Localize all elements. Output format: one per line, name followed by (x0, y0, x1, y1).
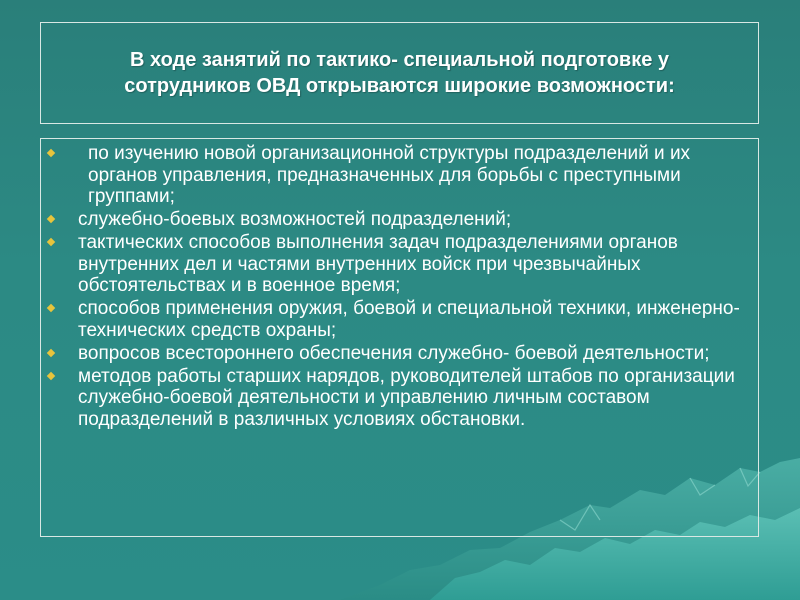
diamond-bullet-icon (47, 371, 55, 379)
list-item-text: вопросов всестороннего обеспечения служебно- боевой деятельности; (78, 342, 710, 364)
list-item (45, 143, 748, 208)
list-item (45, 343, 748, 365)
content-box (40, 138, 759, 537)
title-box (40, 22, 759, 124)
diamond-bullet-icon (47, 348, 55, 356)
list-item-text: способов применения оружия, боевой и специальной техники, инженерно-технических средств охраны; (78, 298, 740, 341)
list-item-text: тактических способов выполнения задач подразделениями органов внутренних дел и частями внутренних войск при чрезвычайных обстоятельствах и в военное время; (78, 232, 678, 296)
list-item-text: служебно-боевых возможностей подразделений; (78, 209, 512, 230)
list-item (45, 209, 748, 231)
diamond-bullet-icon (47, 149, 55, 157)
diamond-bullet-icon (47, 215, 55, 223)
bullet-list (41, 139, 758, 430)
diamond-bullet-icon (47, 238, 55, 246)
list-item-text: по изучению новой организационной структуры подразделений и их органов управления, предназначенных для борьбы с преступными группами; (88, 143, 691, 207)
list-item-text: методов работы старших нарядов, руководителей штабов по организации служебно-боевой деятельности и управлению личным составом подразделений в различных условиях обстановки. (78, 365, 735, 430)
list-item (45, 298, 748, 341)
diamond-bullet-icon (47, 304, 55, 312)
list-item (45, 366, 748, 431)
list-item (45, 232, 748, 297)
slide-title: В ходе занятий по тактико- специальной подготовке у сотрудников ОВД открываются широкие возможности: (124, 49, 675, 97)
